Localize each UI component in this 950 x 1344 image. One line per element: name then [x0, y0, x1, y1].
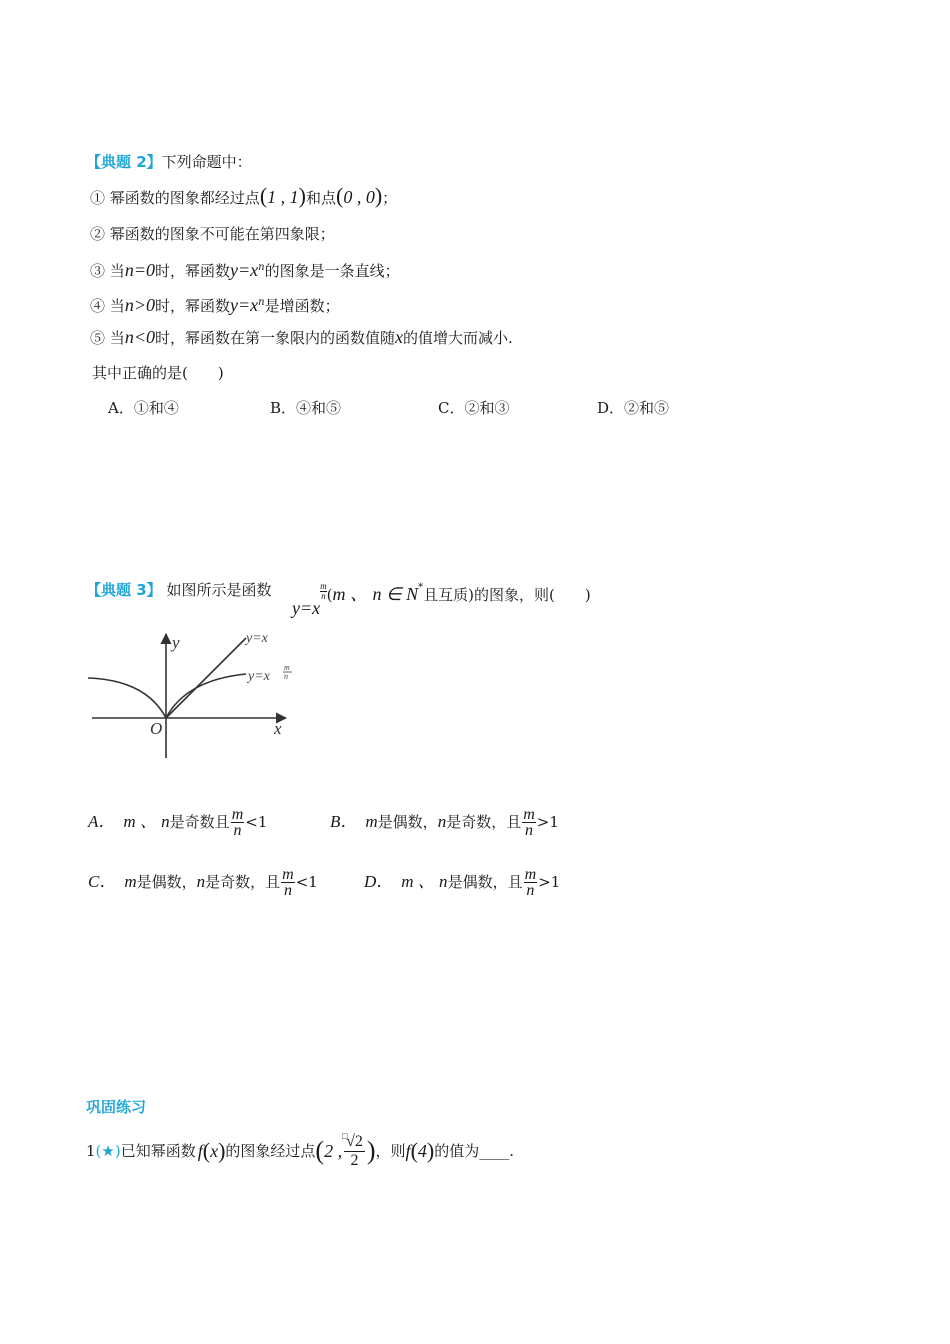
statement-5-text-2: 时，幂函数在第一象限内的函数值随	[154, 329, 395, 347]
origin-label: O	[150, 719, 163, 738]
paren-open: (	[335, 183, 344, 208]
condition-n-gt-0: n>0	[124, 295, 155, 315]
option-variable-m: m	[124, 872, 137, 891]
function-f: f	[405, 1141, 411, 1161]
example-3-formula	[292, 578, 591, 618]
statement-5-end: 的值增大而减小.	[402, 329, 513, 347]
option-b[interactable]: B．④和⑤	[270, 399, 342, 417]
example-3-text-2: 且互质)的图象，则( )	[423, 586, 591, 604]
option-variable-n: n	[437, 812, 447, 831]
question-number: 1	[86, 1142, 96, 1160]
paren-close: )	[298, 183, 306, 208]
denominator: n	[283, 881, 292, 899]
statement-4-text: 当	[109, 297, 125, 315]
option-variable-n: n	[196, 872, 206, 891]
example-2-label: 【典题 2】	[86, 153, 162, 171]
statement-3-text-2: 时，幂函数	[154, 262, 230, 280]
practice-heading: 巩固练习	[86, 1098, 147, 1116]
point-0-0: 0 , 0	[343, 187, 375, 207]
statement-5-text: 当	[109, 329, 125, 347]
statement-1	[90, 183, 398, 208]
relation: >1	[538, 873, 561, 891]
numerator: m	[523, 805, 535, 823]
option-a[interactable]: A．①和④	[108, 399, 179, 417]
statement-4-number: ④	[90, 297, 106, 315]
statement-1-end: ；	[382, 189, 398, 207]
fraction-root2-over-2	[342, 1130, 365, 1170]
numerator: m	[524, 865, 537, 883]
option-3a[interactable]	[88, 800, 267, 844]
question-text-3: ，则	[375, 1142, 406, 1160]
denominator: 2	[350, 1151, 359, 1169]
point-x-value: 2 ,	[324, 1141, 343, 1161]
option-3d[interactable]	[364, 860, 560, 904]
option-letter: A．	[88, 812, 116, 831]
option-text-2: 是奇数，且	[446, 813, 522, 831]
option-text: 是偶数，	[377, 813, 438, 831]
option-variable-m: m	[365, 812, 378, 831]
fraction-m-over-n	[524, 867, 538, 898]
option-variables: m 、 n	[123, 812, 170, 831]
fraction-m-over-n	[281, 867, 295, 898]
paren-open: (	[326, 586, 333, 604]
statement-3-text: 当	[109, 262, 125, 280]
fraction-m-over-n	[522, 807, 536, 838]
function-f: f	[197, 1141, 203, 1161]
power-function: y=x	[229, 260, 259, 280]
relation: <1	[295, 873, 318, 891]
star-superscript: *	[418, 582, 424, 593]
option-c[interactable]: C．②和③	[438, 399, 510, 417]
statement-1-text-2: 和点	[305, 189, 336, 207]
exponent-denominator: n	[321, 591, 326, 601]
statement-5-number: ⑤	[90, 329, 106, 347]
example-3-label: 【典题 3】	[86, 581, 162, 599]
numerator: m	[231, 805, 244, 823]
condition-n-eq-0: n=0	[124, 260, 155, 280]
option-text: 是偶数，且	[447, 873, 523, 891]
example-3-text: 如图所示是函数	[166, 581, 272, 599]
denominator: n	[526, 881, 535, 899]
paren-open: (	[202, 1138, 211, 1163]
relation: >1	[536, 813, 559, 831]
paren-open: (	[410, 1138, 418, 1163]
power-function: y=x	[292, 598, 321, 618]
paren-open: (	[259, 183, 268, 208]
curve-exp-denominator: n	[284, 672, 288, 681]
x-axis-label: x	[274, 719, 282, 738]
question-text: 已知幂函数	[120, 1142, 196, 1160]
exponent-n: n	[258, 297, 265, 308]
option-letter: D．	[364, 872, 394, 891]
option-variables: m 、 n	[401, 872, 448, 891]
statement-3-number: ③	[90, 262, 106, 280]
difficulty-star: (★)	[95, 1142, 121, 1160]
question-text-2: 的图象经过点	[225, 1142, 316, 1160]
question-prompt: 其中正确的是( )	[92, 364, 224, 382]
option-letter: C．	[88, 872, 117, 891]
point-1-1: 1 , 1	[267, 187, 299, 207]
option-text: 是奇数且	[169, 813, 230, 831]
denominator: n	[233, 821, 242, 839]
statement-4	[90, 293, 340, 316]
condition-n-lt-0: n<0	[124, 327, 155, 347]
option-d[interactable]: D．②和⑤	[597, 399, 670, 417]
option-3c[interactable]	[88, 860, 318, 904]
paren-open: (	[315, 1136, 325, 1165]
curve-power-left	[88, 678, 166, 718]
variable-x: x	[210, 1141, 219, 1161]
line-label: y=x	[246, 631, 268, 646]
exponent-n: n	[258, 262, 265, 273]
option-3b[interactable]	[330, 800, 559, 844]
curve-power-right	[166, 674, 246, 718]
variables-m-n: m 、 n ∈ N	[332, 584, 419, 604]
variable-x: x	[394, 327, 403, 347]
paren-close: )	[218, 1138, 226, 1163]
y-axis-label: y	[172, 633, 180, 652]
statement-1-text: 幂函数的图象都经过点	[109, 189, 260, 207]
option-text-2: 是奇数，且	[205, 873, 281, 891]
option-text: 是偶数，	[136, 873, 197, 891]
statement-2-number: ②	[90, 225, 106, 243]
statement-5	[90, 327, 513, 348]
statement-3-end: 的图象是一条直线；	[264, 262, 400, 280]
example-2-intro: 下列命题中：	[161, 153, 252, 171]
numerator	[342, 1130, 365, 1152]
curve-label: y=x	[248, 669, 270, 684]
practice-question-1	[86, 1126, 514, 1176]
radical: √2	[346, 1132, 363, 1150]
curve-exp-numerator: m	[284, 663, 290, 672]
root-index: □	[342, 1130, 348, 1141]
power-function: y=x	[229, 295, 259, 315]
denominator: n	[524, 821, 533, 839]
statement-4-end: 是增函数；	[264, 297, 340, 315]
numerator: m	[282, 865, 294, 883]
power-function-graph	[86, 628, 326, 762]
fraction-m-over-n	[231, 807, 245, 838]
statement-4-text-2: 时，幂函数	[154, 297, 230, 315]
fraction-exponent	[320, 582, 327, 601]
argument-4: 4	[417, 1141, 427, 1161]
exponent-numerator: m	[320, 581, 327, 591]
statement-2	[90, 224, 335, 244]
question-text-4: 的值为____.	[434, 1142, 514, 1160]
paren-close: )	[426, 1138, 435, 1163]
paren-close: )	[374, 183, 383, 208]
example-3-heading	[86, 580, 271, 600]
relation: <1	[245, 813, 268, 831]
statement-3	[90, 258, 400, 281]
statement-1-number: ①	[90, 189, 106, 207]
paren-close: )	[366, 1136, 376, 1165]
statement-2-text: 幂函数的图象不可能在第四象限；	[109, 225, 335, 243]
example-2-heading	[86, 152, 252, 172]
option-letter: B．	[330, 812, 358, 831]
